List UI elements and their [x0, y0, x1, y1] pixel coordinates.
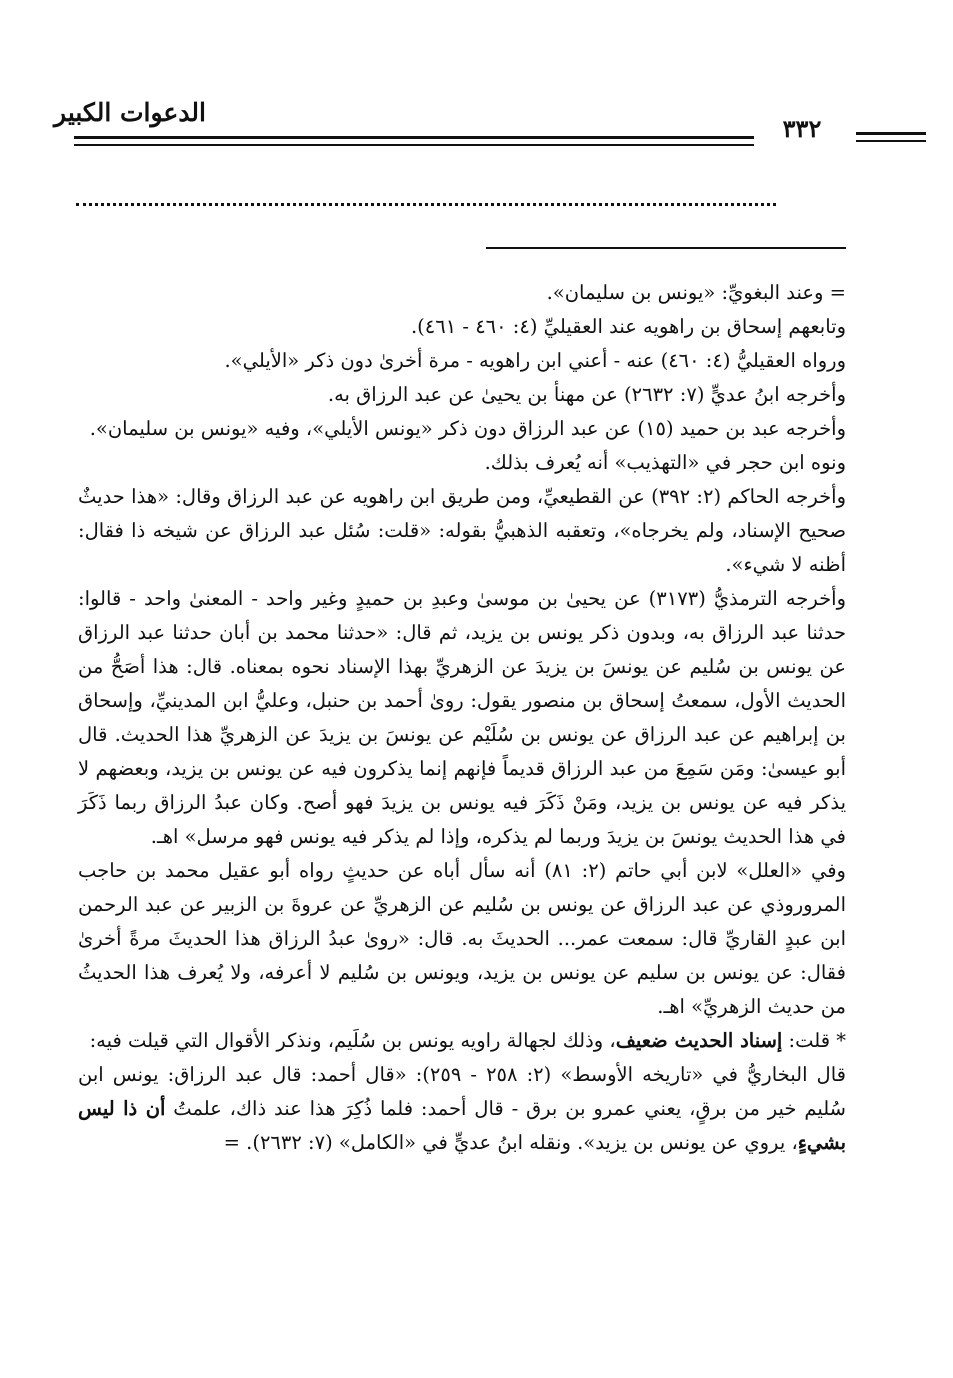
footnote-separator	[486, 247, 846, 249]
dotted-separator	[76, 203, 776, 206]
page-number: ٣٣٢	[782, 114, 822, 143]
paragraph: وأخرجه الحاكم (٢: ٣٩٢) عن القطيعيِّ، ومن طريق ابن راهويه عن عبد الرزاق وقال: «هذا حديثٌ صحيح الإسناد، ولم يخرجاه»، وتعقبه الذهبيُّ بقوله: «قلت: سُئل عبد الرزاق عن شيخه ذا فقال: أظنه لا شيء».	[78, 485, 846, 576]
footnote-text	[78, 276, 846, 1160]
book-title: الدعوات الكبير	[54, 98, 206, 127]
page-header	[54, 92, 846, 152]
header-double-rule	[74, 136, 754, 146]
paragraph: وأخرجه عبد بن حميد (١٥) عن عبد الرزاق دون ذكر «يونس الأيلي»، وفيه «يونس بن سليمان».	[89, 417, 846, 440]
last-paragraph	[78, 1058, 846, 1160]
verdict-prefix: * قلت:	[782, 1029, 846, 1052]
last-bold: أن ذا ليس بشيءٍ	[78, 1097, 846, 1154]
paragraph: وتابعهم إسحاق بن راهويه عند العقيليِّ (٤: ٤٦٠ - ٤٦١).	[410, 315, 846, 338]
paragraph: وفي «العلل» لابن أبي حاتم (٢: ٨١) أنه سأل أباه عن حديثٍ رواه أبو عقيل محمد بن حاجب المروروذي عن عبد الرزاق عن يونس بن سُليم عن الزهريِّ عن عروةَ بن الزبير عن عبد الرحمن ابن عبدٍ القاريِّ قال: سمعت عمر... الحديثَ به. قال: «روىٰ عبدُ الرزاق هذا الحديثَ مرةً أخرىٰ فقال: عن يونس بن سليم عن يونس بن يزيد، ويونس بن سُليم لا أعرفه، ولا يُعرف هذا الحديثُ من حديث الزهريِّ» اهـ.	[78, 859, 846, 1018]
verdict-rest: ، وذلك لجهالة راويه يونس بن سُلَيم، ونذكر الأقوال التي قيلت فيه:	[89, 1029, 616, 1052]
paragraph: وأخرجه ابنُ عديٍّ (٧: ٢٦٣٢) عن مهنأ بن يحيىٰ عن عبد الرزاق به.	[327, 383, 846, 406]
paragraph: = وعند البغويِّ: «يونس بن سليمان».	[546, 281, 846, 304]
verdict-bold: إسناد الحديث ضعيف	[615, 1029, 783, 1052]
last-part1: قال البخاريُّ في «تاريخه الأوسط» (٢: ٢٥٨ - ٢٥٩): «قال أحمد: قال عبد الرزاق: يونس ابن سُليم خير من برقٍ، يعني عمرو بن برق - قال أحمد: فلما ذُكِرَ هذا عند ذاك، علمتُ	[78, 1063, 846, 1120]
paragraph: وأخرجه الترمذيُّ (٣١٧٣) عن يحيىٰ بن موسىٰ وعبدِ بن حميدٍ وغير واحد - المعنىٰ واحد - قالوا: حدثنا عبد الرزاق به، وبدون ذكر يونس بن يزيد، ثم قال: «حدثنا محمد بن أبان حدثنا عبد الرزاق عن يونس بن سُليم عن يونسَ بن يزيدَ عن الزهريِّ بهذا الإسناد نحوه بمعناه. قال: هذا أصَحُّ من الحديث الأول، سمعتُ إسحاق بن منصور يقول: روىٰ أحمد بن حنبل، وعليُّ ابن المدينيِّ، وإسحاق بن إبراهيم عن عبد الرزاق عن يونس بن سُلَيْم عن يونسَ بن يزيدَ عن الزهريِّ هذا الحديث. قال أبو عيسىٰ: ومَن سَمِعَ من عبد الرزاق قديماً فإنهم إنما يذكرون فيه عن يونس بن يزيد، وبعضهم لا يذكر فيه عن يونس بن يزيد، ومَنْ ذَكَرَ فيه يونس بن يزيدَ فهو أصح. وكان عبدُ الرزاق ربما ذَكَرَ في هذا الحديث يونسَ بن يزيدَ وربما لم يذكره، وإذا لم يذكر فيه يونس فهو مرسل» اهـ.	[78, 587, 847, 848]
paragraph: ونوه ابن حجر في «التهذيب» أنه يُعرف بذلك.	[484, 451, 846, 474]
paragraph: ورواه العقيليُّ (٤: ٤٦٠) عنه - أعني ابن راهويه - مرة أخرىٰ دون ذكر «الأيلي».	[224, 349, 846, 372]
last-part2: ، يروي عن يونس بن يزيد». ونقله ابنُ عديٍّ في «الكامل» (٧: ٢٦٣٢).	[246, 1131, 798, 1154]
continuation-mark: =	[223, 1131, 240, 1154]
page-number-rule	[856, 132, 926, 142]
verdict-paragraph	[78, 1024, 846, 1058]
